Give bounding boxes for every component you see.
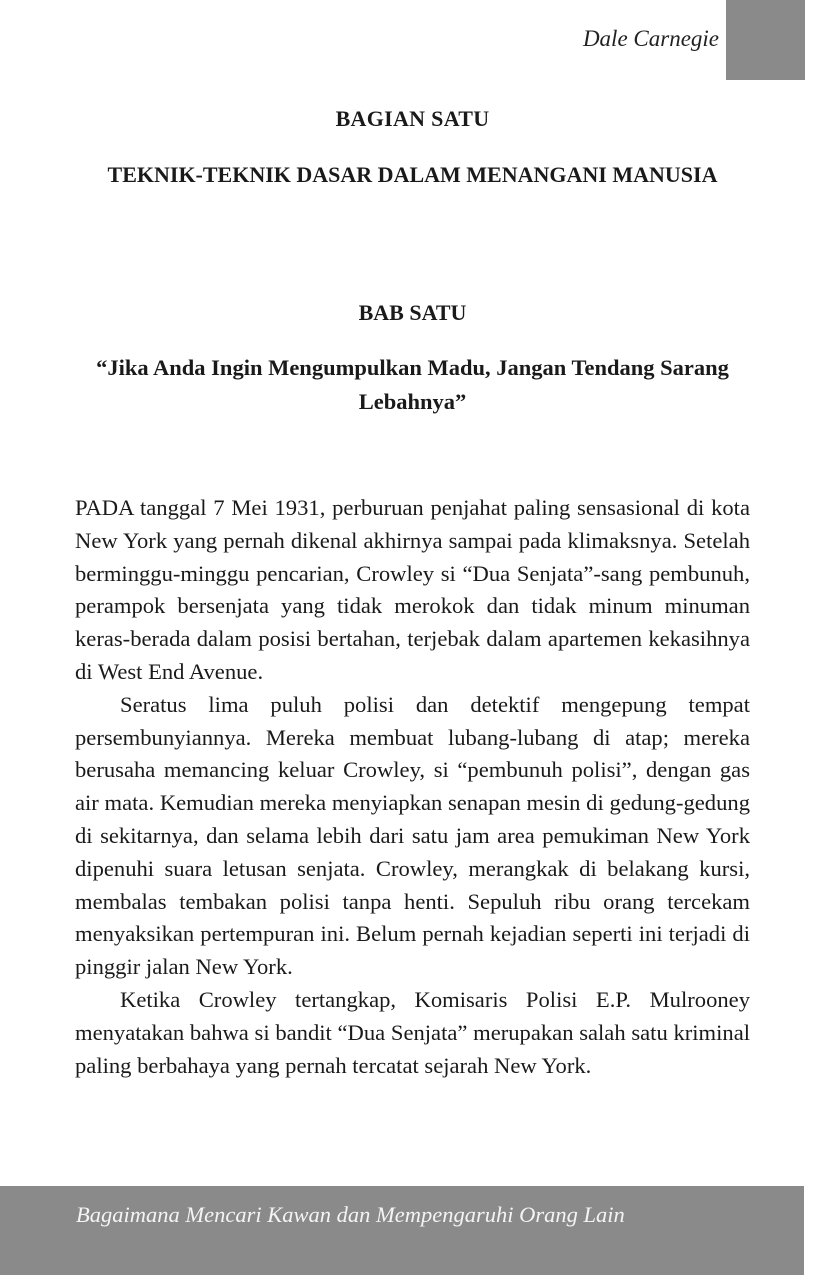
chapter-label: BAB SATU	[358, 300, 467, 325]
body-paragraph: PADA tanggal 7 Mei 1931, perburuan penjahat paling sensasional di kota New York yang pernah dikenal akhirnya sampai pada klimaksnya. Setelah berminggu-minggu pencarian, Crowley si “Dua Senjata”-sang pembunuh, perampok bersenjata yang tidak merokok dan tidak minum minuman keras-berada dalam posisi bertahan, terjebak dalam apartemen kekasihnya di West End Avenue.	[75, 495, 750, 684]
chapter-title: “Jika Anda Ingin Mengumpulkan Madu, Jangan Tendang Sarang Lebahnya”	[96, 355, 729, 414]
body-text	[75, 492, 750, 1082]
part-label: BAGIAN SATU	[335, 106, 490, 131]
footer-book-title: Bagaimana Mencari Kawan dan Mempengaruhi Orang Lain	[76, 1202, 625, 1227]
corner-tab	[726, 0, 805, 80]
running-head-author: Dale Carnegie	[582, 26, 719, 51]
footer-band	[0, 1186, 804, 1275]
part-title: TEKNIK-TEKNIK DASAR DALAM MENANGANI MANUSIA	[107, 162, 718, 187]
body-paragraph: Ketika Crowley tertangkap, Komisaris Polisi E.P. Mulrooney menyatakan bahwa si bandit “Dua Senjata” merupakan salah satu kriminal paling berbahaya yang pernah tercatat sejarah New York.	[75, 986, 750, 1078]
body-paragraph: Seratus lima puluh polisi dan detektif mengepung tempat persembunyiannya. Mereka membuat lubang-lubang di atap; mereka berusaha memancing keluar Crowley, si “pembunuh polisi”, dengan gas air mata. Kemudian mereka menyiapkan senapan mesin di gedung-gedung di sekitarnya, dan selama lebih dari satu jam area pemukiman New York dipenuhi suara letusan senjata. Crowley, merangkak di belakang kursi, membalas tembakan polisi tanpa henti. Sepuluh ribu orang tercekam menyaksikan pertempuran ini. Belum pernah kejadian seperti ini terjadi di pinggir jalan New York.	[75, 691, 750, 980]
